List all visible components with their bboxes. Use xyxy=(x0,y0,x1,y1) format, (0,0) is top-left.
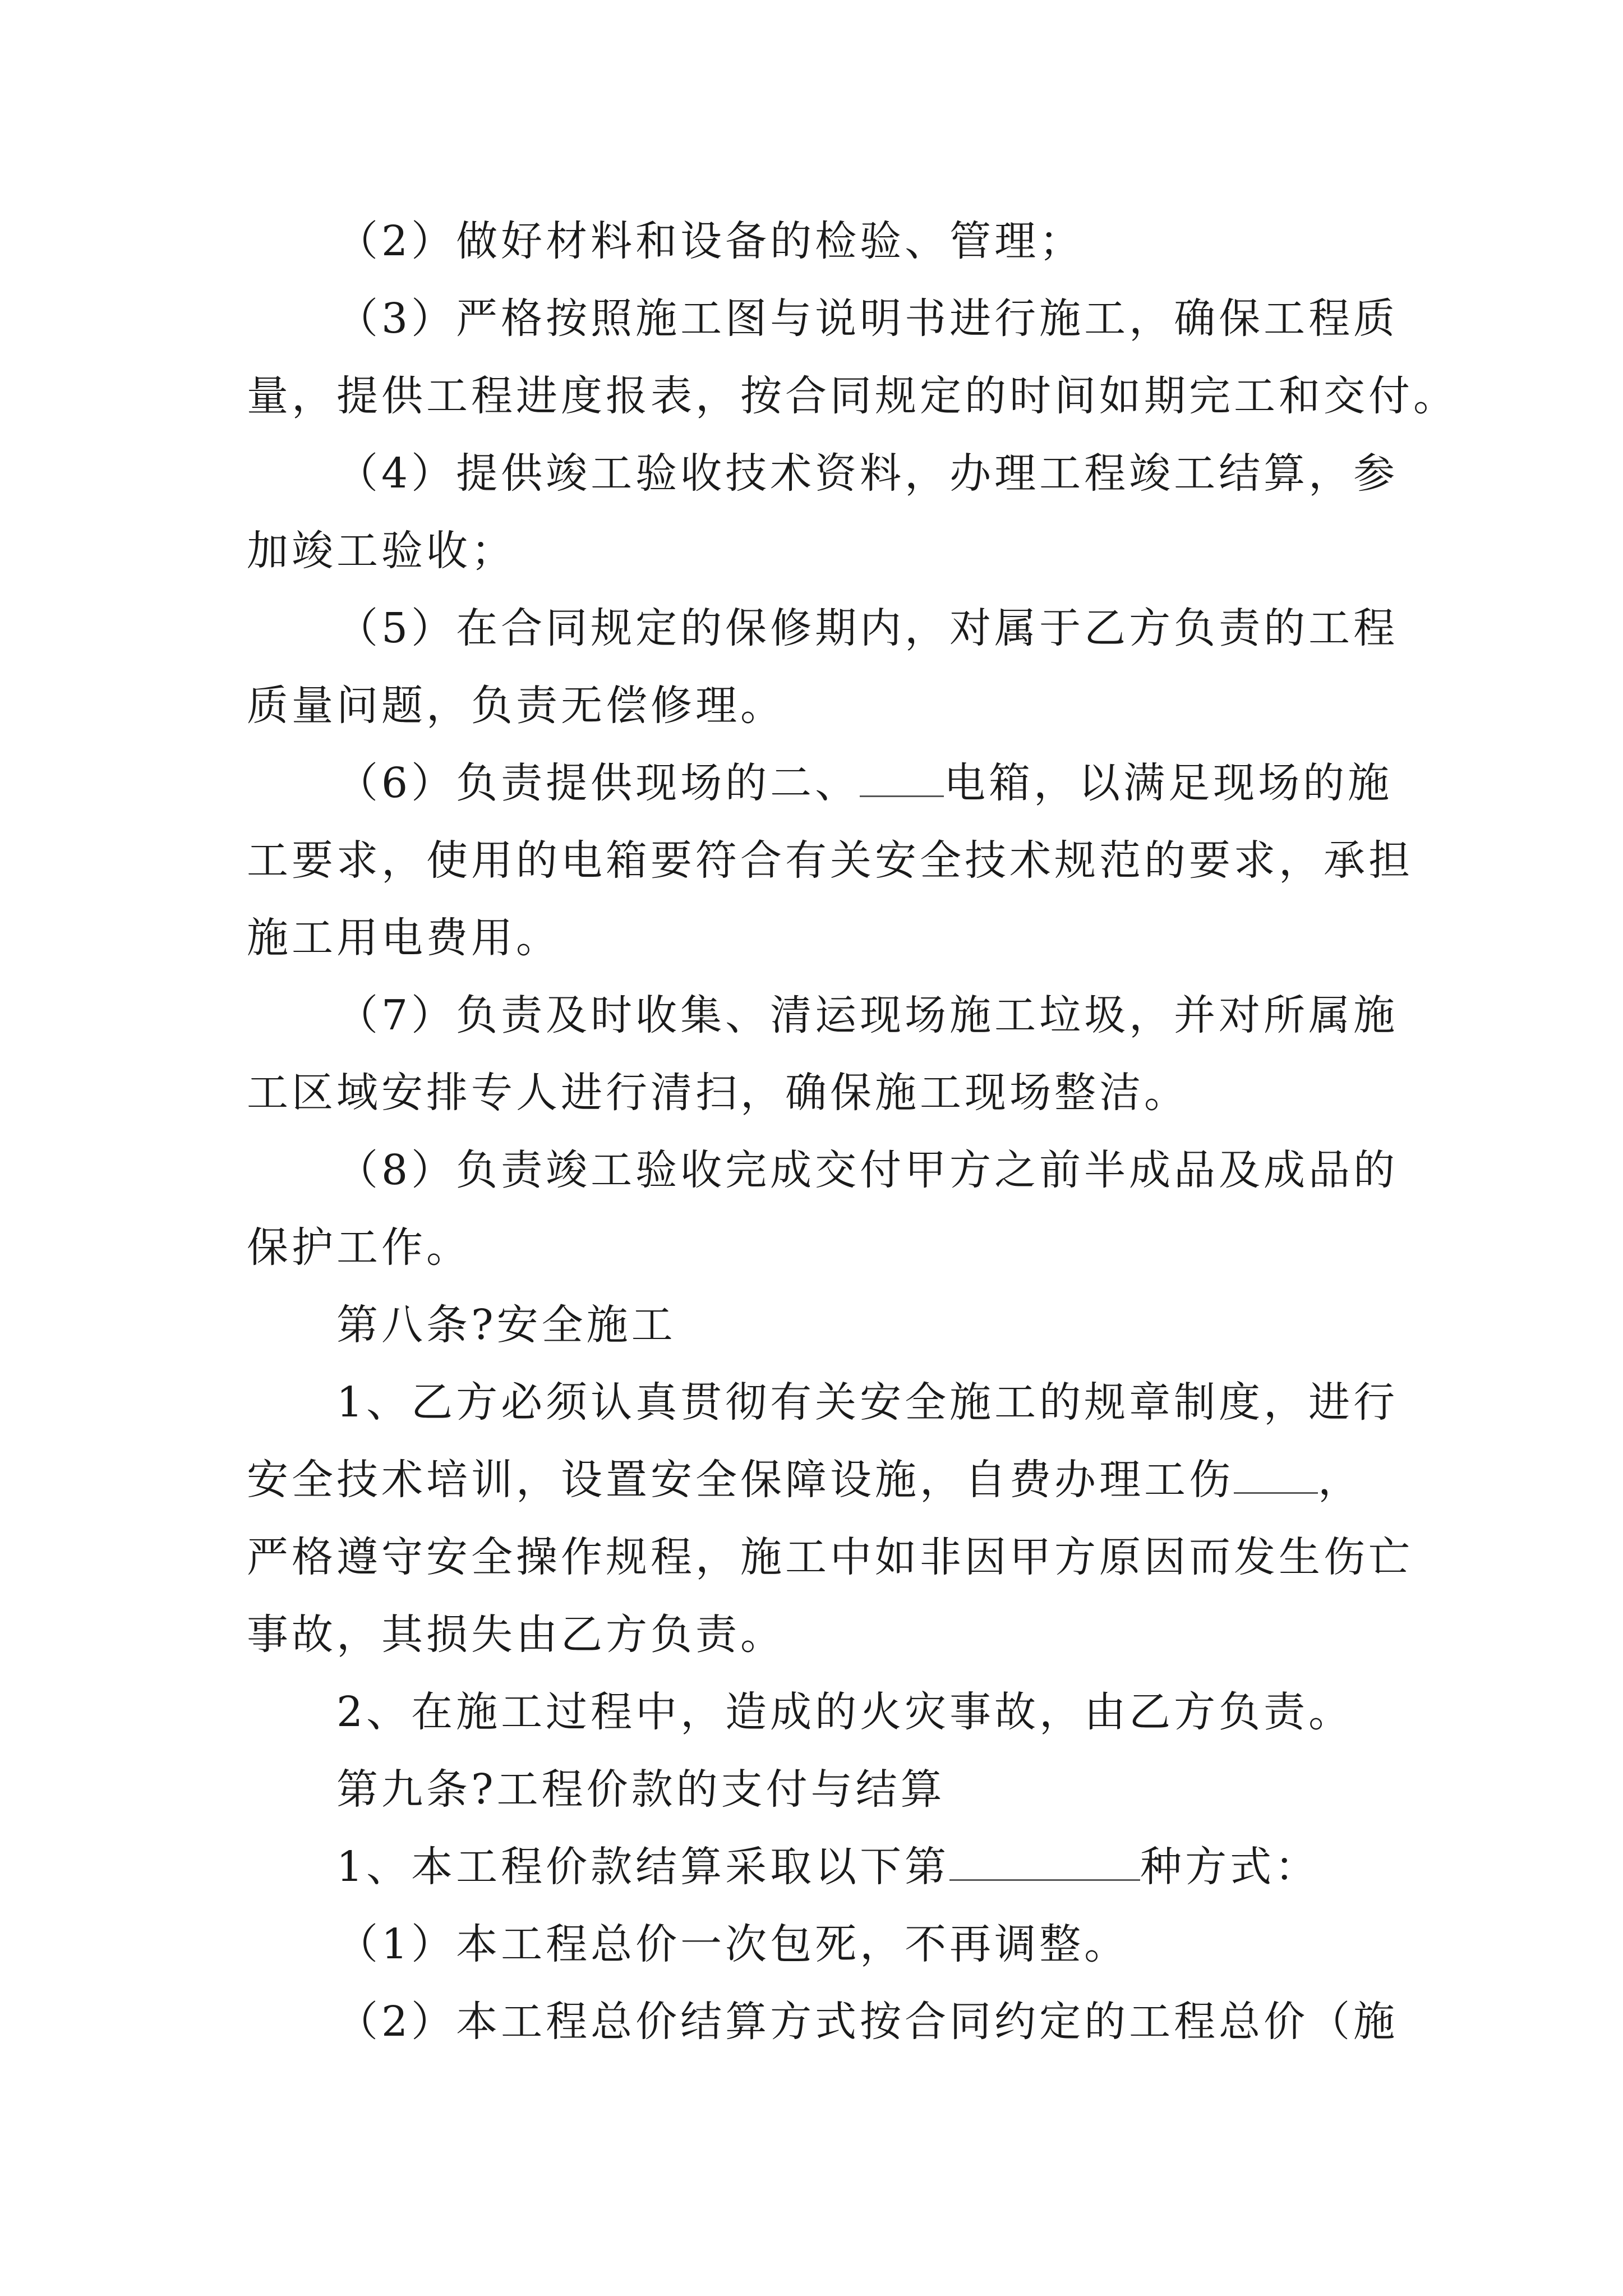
paragraph-line: （7）负责及时收集、清运现场施工垃圾，并对所属施 xyxy=(336,991,1399,1039)
paragraph-line: （5）在合同规定的保修期内，对属于乙方负责的工程 xyxy=(336,604,1399,652)
paragraph-line: 2、在施工过程中，造成的火灾事故，由乙方负责。 xyxy=(336,1688,1354,1736)
paragraph-line xyxy=(336,755,1469,811)
paragraph-line: （2）本工程总价结算方式按合同约定的工程总价（施 xyxy=(336,1998,1399,2046)
fill-blank xyxy=(1234,1453,1318,1494)
fill-blank xyxy=(860,756,944,797)
paragraph-line: 加竣工验收； xyxy=(247,527,516,575)
line-text: ， xyxy=(1318,1456,1363,1504)
paragraph-line: 施工用电费用。 xyxy=(247,914,561,962)
paragraph-line: 工要求，使用的电箱要符合有关安全技术规范的要求，承担 xyxy=(247,836,1413,885)
line-text: 种方式： xyxy=(1140,1843,1320,1891)
line-text: 电箱，以满足现场的施 xyxy=(944,759,1393,807)
paragraph-line: 保护工作。 xyxy=(247,1223,471,1272)
line-text: 安全技术培训，设置安全保障设施，自费办理工伤 xyxy=(247,1456,1234,1504)
line-text: （6）负责提供现场的二、 xyxy=(336,759,860,807)
paragraph-line: （2）做好材料和设备的检验、管理； xyxy=(336,217,1085,265)
paragraph-line: （3）严格按照施工图与说明书进行施工，确保工程质 xyxy=(336,295,1399,343)
paragraph-line: （8）负责竣工验收完成交付甲方之前半成品及成品的 xyxy=(336,1146,1399,1194)
line-text: 1、本工程价款结算采取以下第 xyxy=(336,1843,950,1891)
paragraph-line xyxy=(336,1839,1469,1895)
paragraph-line xyxy=(247,1452,1380,1508)
paragraph-line: 1、乙方必须认真贯彻有关安全施工的规章制度，进行 xyxy=(336,1378,1399,1427)
fill-blank xyxy=(949,1840,1140,1881)
paragraph-line: 质量问题，负责无偿修理。 xyxy=(247,682,785,730)
paragraph-line: 严格遵守安全操作规程，施工中如非因甲方原因而发生伤亡 xyxy=(247,1533,1413,1581)
paragraph-line: 量，提供工程进度报表，按合同规定的时间如期完工和交付。 xyxy=(247,372,1458,420)
paragraph-line: （1）本工程总价一次包死，不再调整。 xyxy=(336,1920,1129,1968)
paragraph-line: 工区域安排专人进行清扫，确保施工现场整洁。 xyxy=(247,1069,1189,1117)
paragraph-line: （4）提供竣工验收技术资料，办理工程竣工结算，参 xyxy=(336,449,1399,498)
section-heading: 第八条?安全施工 xyxy=(336,1301,676,1349)
paragraph-line: 事故，其损失由乙方负责。 xyxy=(247,1611,785,1659)
section-heading: 第九条?工程价款的支付与结算 xyxy=(336,1765,946,1814)
